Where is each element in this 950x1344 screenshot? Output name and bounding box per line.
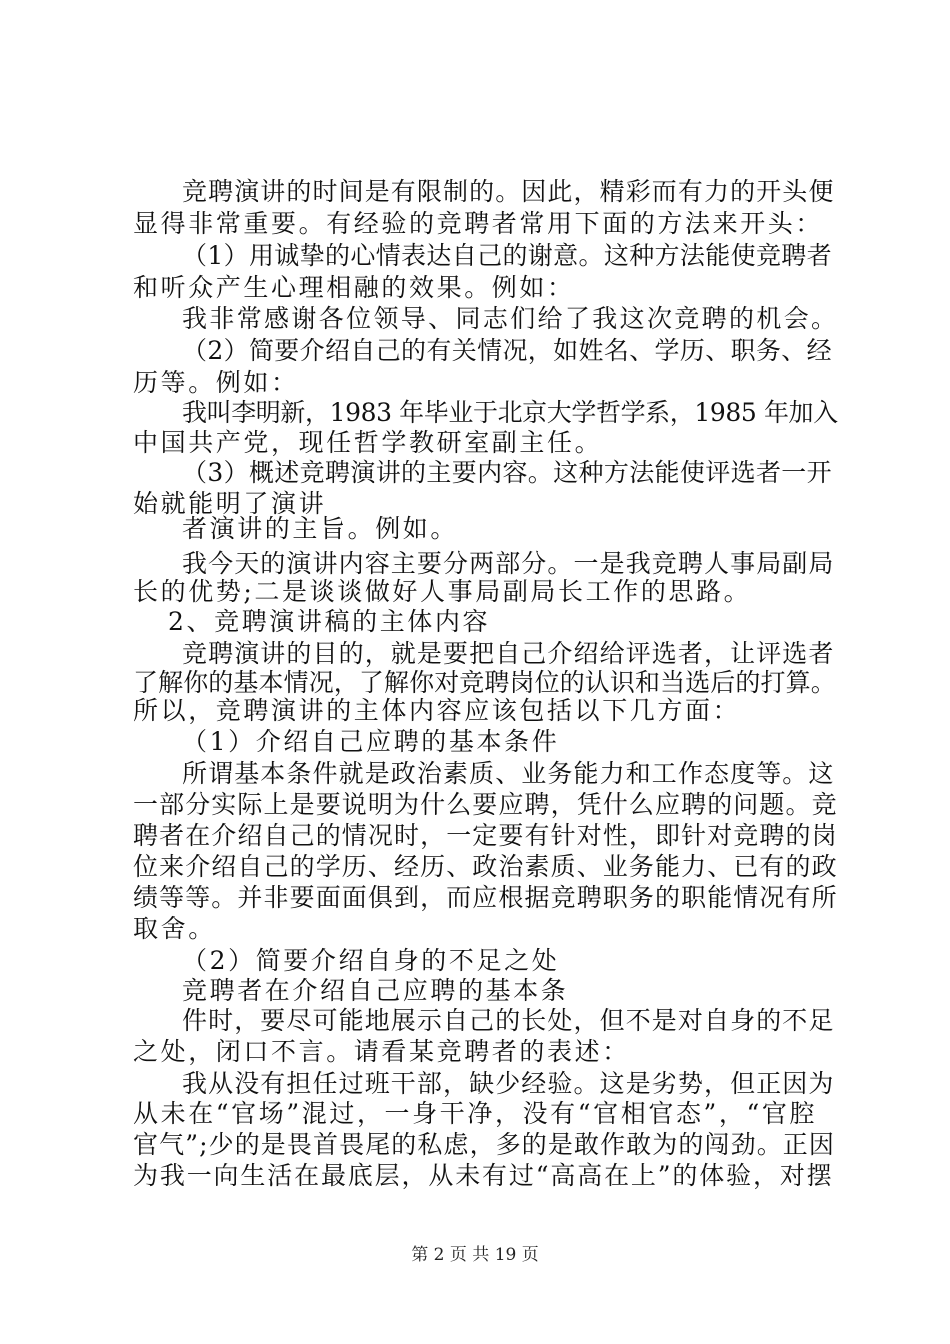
text-line: 从未在“官场”混过，一身干净，没有“官相官态”，“官腔 bbox=[133, 1099, 818, 1128]
text-line: 为我一向生活在最底层，从未有过“高高在上”的体验，对摆 bbox=[133, 1161, 834, 1190]
subsection-heading: （1）介绍自己应聘的基本条件 bbox=[182, 727, 560, 756]
page-number-footer: 第 2 页 共 19 页 bbox=[411, 1245, 539, 1265]
text-line: 所以，竞聘演讲的主体内容应该包括以下几方面： bbox=[133, 696, 741, 725]
text-line: 竞聘演讲的目的，就是要把自己介绍给评选者，让评选者 bbox=[182, 639, 835, 668]
text-line: 中国共产党，现任哲学教研室副主任。 bbox=[133, 428, 603, 457]
text-line: 之处，闭口不言。请看某竞聘者的表述： bbox=[133, 1037, 630, 1066]
text-line: （3）概述竞聘演讲的主要内容。这种方法能使评选者一开 bbox=[182, 458, 833, 487]
text-line: 我非常感谢各位领导、同志们给了我这次竞聘的机会。 bbox=[182, 304, 839, 333]
text-line: 和听众产生心理相融的效果。例如： bbox=[133, 273, 575, 302]
text-line: 历等。例如： bbox=[133, 368, 299, 397]
text-line: （1）用诚挚的心情表达自己的谢意。这种方法能使竞聘者 bbox=[182, 241, 833, 270]
text-line: 官气”;少的是畏首畏尾的私虑，多的是敢作敢为的闯劲。正因 bbox=[133, 1130, 836, 1159]
text-line: 长的优势;二是谈谈做好人事局副局长工作的思路。 bbox=[133, 577, 752, 606]
text-line: 取舍。 bbox=[133, 914, 216, 943]
text-line: 所谓基本条件就是政治素质、业务能力和工作态度等。这 bbox=[182, 759, 835, 788]
text-line: 位来介绍自己的学历、经历、政治素质、业务能力、已有的政 bbox=[133, 852, 838, 881]
text-line: 始就能明了演讲 bbox=[133, 489, 327, 518]
text-line: 聘者在介绍自己的情况时，一定要有针对性，即针对竞聘的岗 bbox=[133, 821, 838, 850]
subsection-heading: （2）简要介绍自身的不足之处 bbox=[182, 946, 560, 975]
text-line: （2）简要介绍自己的有关情况，如姓名、学历、职务、经 bbox=[182, 336, 833, 365]
text-line: 竞聘者在介绍自己应聘的基本条 bbox=[182, 976, 569, 1005]
text-line: 件时，要尽可能地展示自己的长处，但不是对自身的不足 bbox=[182, 1006, 835, 1035]
text-line: 我从没有担任过班干部，缺少经验。这是劣势，但正因为 bbox=[182, 1069, 835, 1098]
text-line: 我今天的演讲内容主要分两部分。一是我竞聘人事局副局 bbox=[182, 549, 835, 578]
text-line: 一部分实际上是要说明为什么要应聘，凭什么应聘的问题。竞 bbox=[133, 790, 838, 819]
section-heading: 2、竞聘演讲稿的主体内容 bbox=[168, 607, 491, 636]
text-line: 我叫李明新，1983 年毕业于北京大学哲学系，1985 年加入 bbox=[182, 398, 838, 427]
text-line: 了解你的基本情况，了解你对竞聘岗位的认识和当选后的打算。 bbox=[133, 668, 836, 697]
text-line: 绩等等。并非要面面俱到，而应根据竞聘职务的职能情况有所 bbox=[133, 883, 838, 912]
text-line: 竞聘演讲的时间是有限制的。因此，精彩而有力的开头便 bbox=[182, 177, 835, 206]
text-line: 显得非常重要。有经验的竞聘者常用下面的方法来开头： bbox=[133, 209, 824, 238]
text-line: 者演讲的主旨。例如。 bbox=[182, 514, 459, 543]
